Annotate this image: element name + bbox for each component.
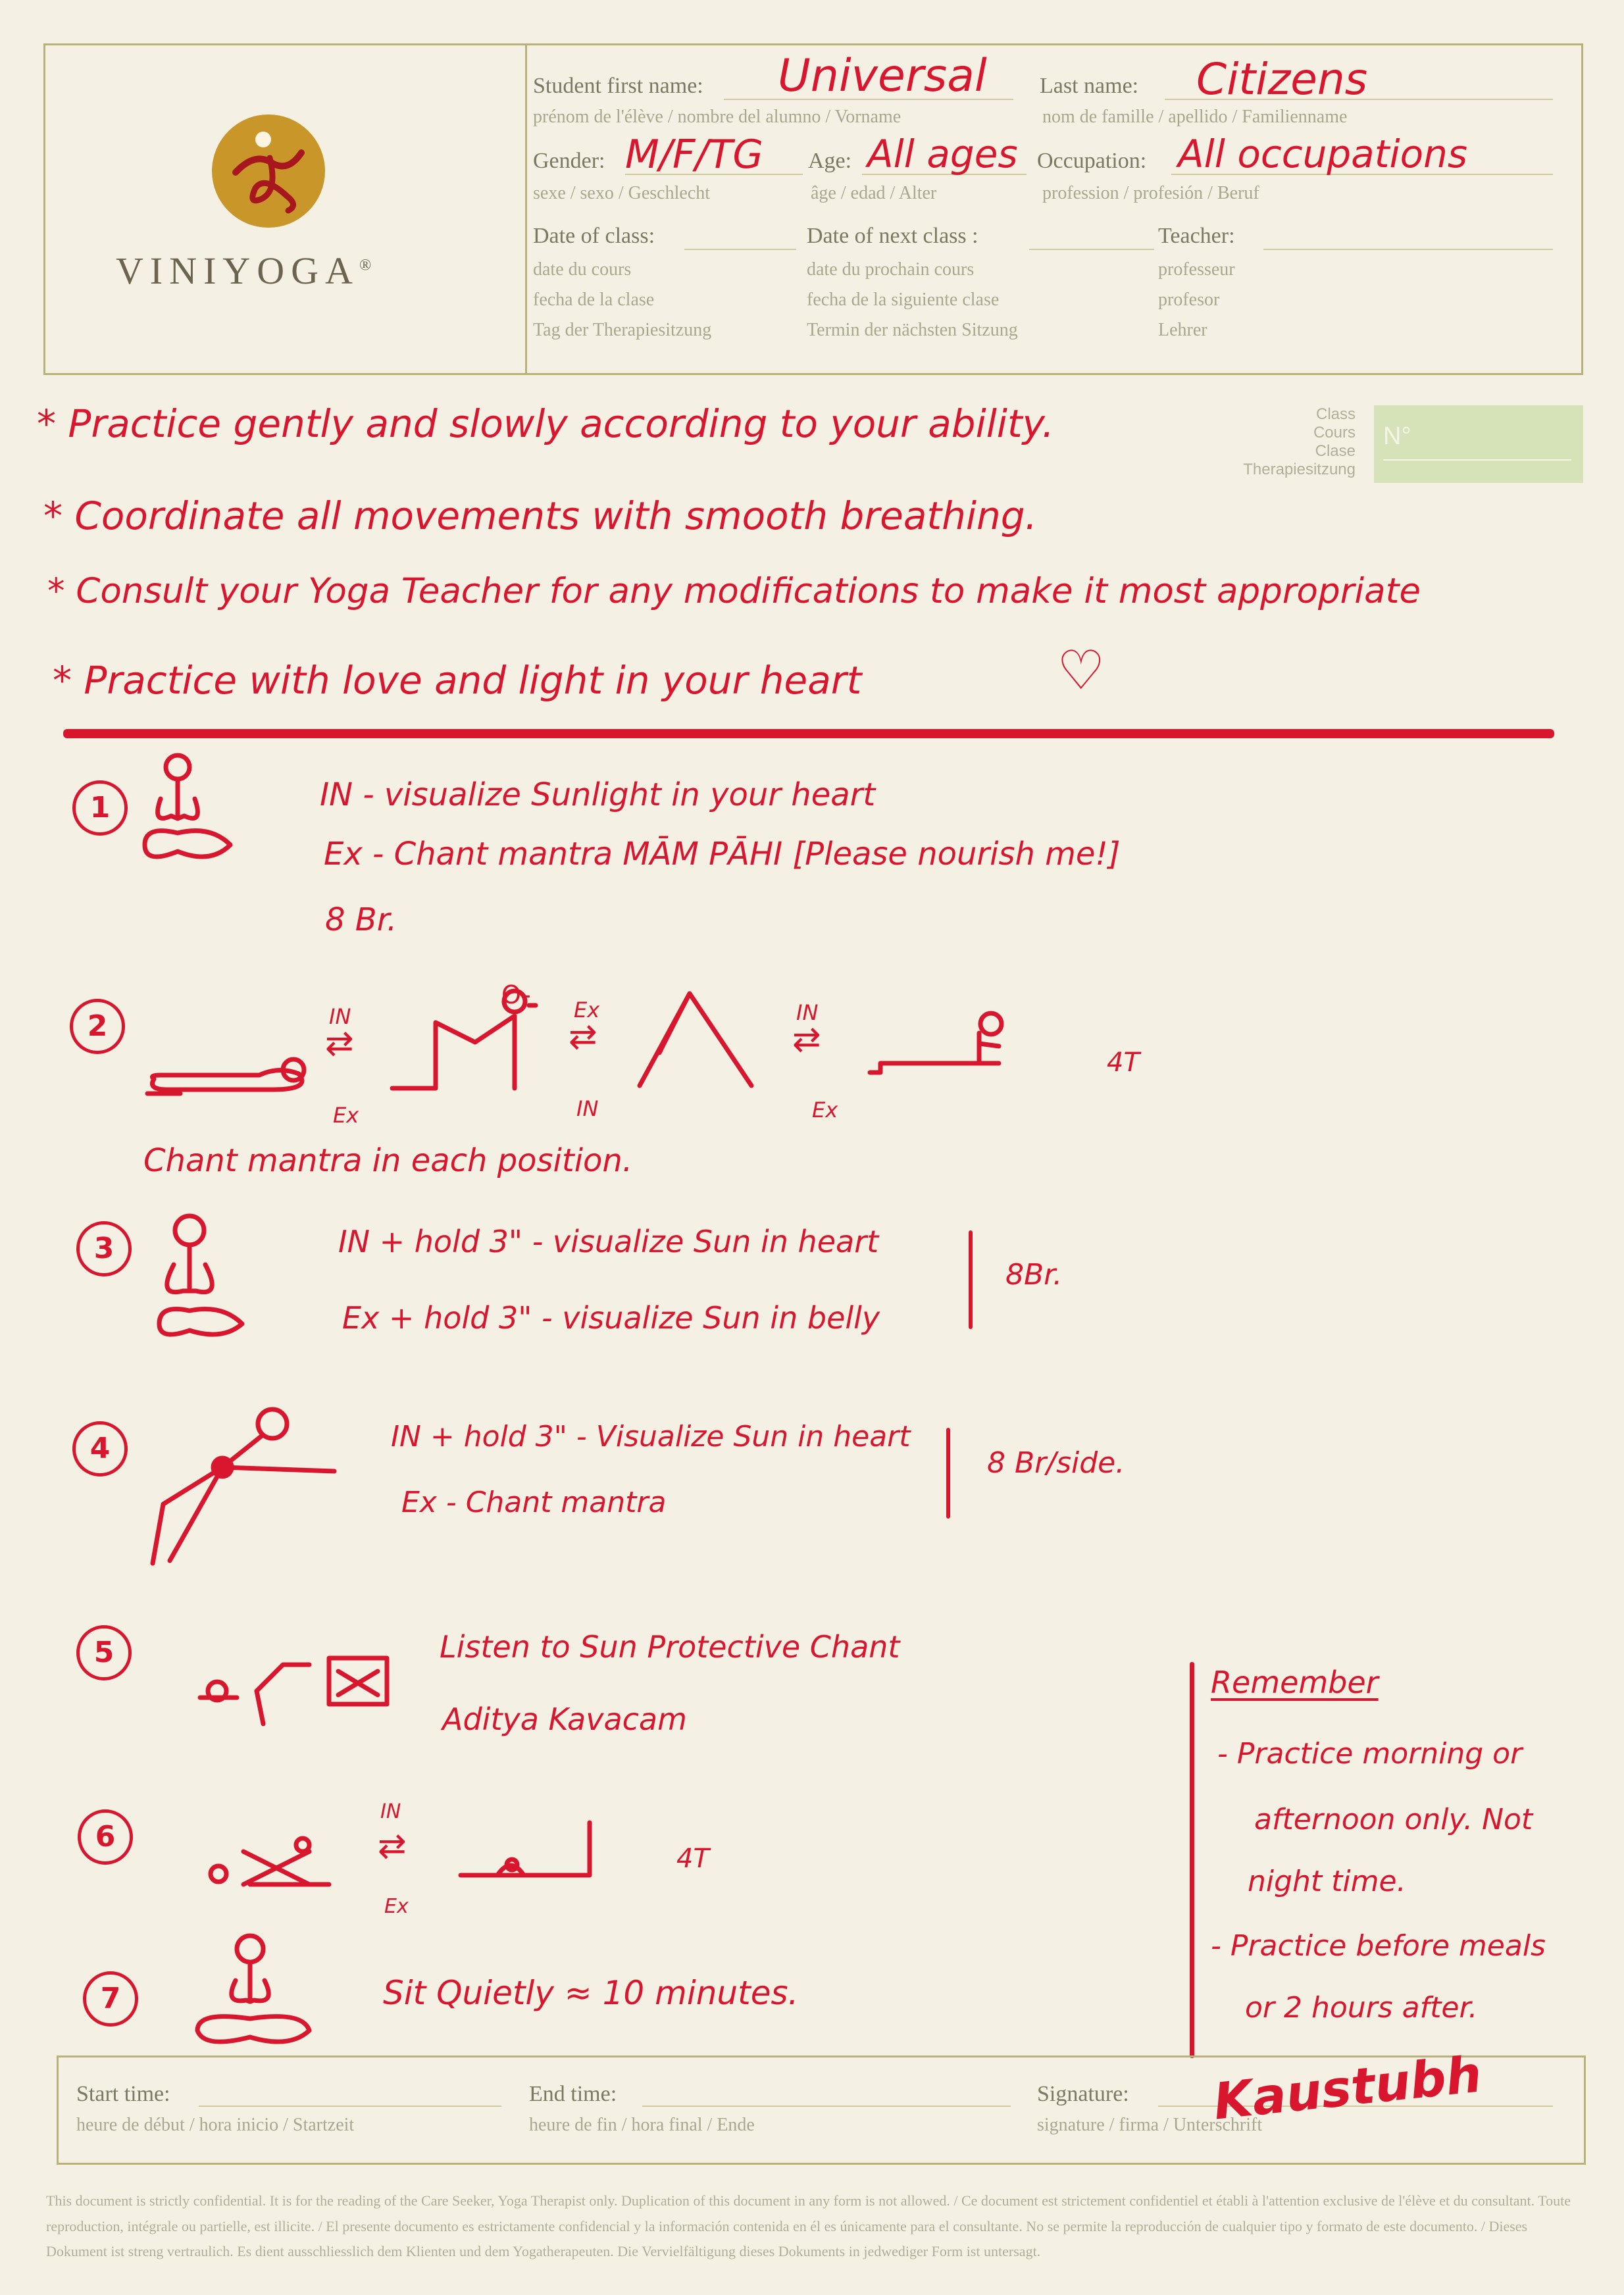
note-1: * Practice gently and slowly according to your ability.: [37, 401, 1054, 446]
note-2: * Coordinate all movements with smooth breathing.: [43, 493, 1038, 538]
gender-label: Gender:: [533, 149, 605, 173]
seated-meditation-figure-icon: [132, 753, 250, 871]
last-name-sublabel: nom de famille / apellido / Familienname: [1042, 107, 1348, 127]
remember-item-1b: afternoon only. Not: [1254, 1803, 1533, 1836]
step-5-line-1: Listen to Sun Protective Chant: [440, 1629, 900, 1665]
class-number-line: [1383, 459, 1571, 461]
remember-item-1c: night time.: [1248, 1865, 1406, 1898]
end-time-line[interactable]: [642, 2106, 1011, 2107]
occupation-label: Occupation:: [1037, 149, 1147, 173]
step-4-number: 4: [72, 1421, 128, 1476]
step-3-separator: [969, 1230, 973, 1329]
student-first-name-label: Student first name:: [533, 74, 703, 98]
class-label-en: Class: [1315, 405, 1356, 423]
reclining-listening-figure-icon: [197, 1645, 395, 1737]
prone-pose-figure-icon: [141, 1040, 318, 1112]
confidentiality-notice: This document is strictly confidential. It is for the reading of the Care Seeker, Yoga Therapist only. Duplication of this document in any form is not allowed. / Ce document est strictement confidentiel et établi à l'attention exclusive de l'élève et du consultant. Toute reproduction, intégrale ou partielle, est illicite. / El presente documento es estrictamente confidencial y la información contenida en él es únicamente para el consultante. No se permite la reproducción de cualquier tipo y formato de este documento. / Dieses Dokument ist streng vertraulich. Es dient ausschliesslich dem Klienten und dem Yogatherapeuten. Die Vervielfältigung dieses Dokuments in jedwediger Form ist untersagt.: [46, 2192, 1571, 2259]
kneeling-pose-figure-icon: [867, 1000, 1012, 1086]
step-3-line-1: IN + hold 3" - visualize Sun in heart: [338, 1224, 879, 1259]
step-6-number: 6: [78, 1809, 133, 1865]
teacher-sub1: professeur: [1158, 259, 1235, 280]
step-2-arrow-right-2-icon: ⇄: [569, 1017, 597, 1057]
remember-item-1a: - Practice morning or: [1217, 1737, 1523, 1771]
class-label-fr: Cours: [1313, 424, 1356, 441]
end-time-sublabel: heure de fin / hora final / Ende: [529, 2115, 755, 2135]
step-4-separator: [946, 1428, 950, 1519]
age-label: Age:: [808, 149, 852, 173]
date-next-class-sub3: Termin der nächsten Sitzung: [807, 320, 1018, 340]
student-first-name-field[interactable]: Universal: [778, 50, 987, 102]
date-of-class-sub1: date du cours: [533, 259, 632, 280]
signature-label: Signature:: [1037, 2082, 1129, 2106]
step-2-count: 4T: [1107, 1047, 1140, 1078]
step-2-in-label-1: IN: [329, 1004, 351, 1029]
date-next-class-sub2: fecha de la siguiente clase: [807, 290, 1000, 310]
date-next-class-line[interactable]: [1029, 249, 1154, 250]
teacher-sub2: profesor: [1158, 290, 1220, 310]
occupation-field[interactable]: All occupations: [1178, 132, 1468, 176]
header-divider: [525, 43, 527, 375]
start-time-label: Start time:: [76, 2082, 170, 2106]
date-of-class-sub3: Tag der Therapiesitzung: [533, 320, 712, 340]
age-sublabel: âge / edad / Alter: [811, 183, 937, 203]
logo-wordmark: VINIYOGA: [116, 249, 359, 292]
step-2-number: 2: [70, 999, 125, 1054]
note-4: * Practice with love and light in your heart: [53, 658, 862, 703]
step-6-ex-label: Ex: [384, 1895, 409, 1918]
logo-text: [116, 249, 371, 293]
side-stretch-figure-icon: [143, 1405, 341, 1570]
occupation-sublabel: profession / profesión / Beruf: [1042, 183, 1259, 203]
last-name-field[interactable]: Citizens: [1196, 54, 1368, 105]
step-3-number: 3: [76, 1221, 132, 1276]
student-first-name-sublabel: prénom de l'élève / nombre del alumno / Vorname: [533, 107, 901, 127]
teacher-label: Teacher:: [1158, 224, 1235, 248]
step-4-count: 8 Br/side.: [987, 1446, 1125, 1480]
date-next-class-label: Date of next class :: [807, 224, 978, 248]
step-6-arrow-icon: ⇄: [378, 1827, 407, 1866]
remember-item-2b: or 2 hours after.: [1245, 1991, 1478, 2025]
sitting-quietly-figure-icon: [191, 1932, 316, 2050]
heart-icon: ♡: [1057, 640, 1105, 702]
last-name-label: Last name:: [1040, 74, 1139, 98]
signature-sublabel: signature / firma / Unterschrift: [1037, 2115, 1263, 2135]
twist-pose-figure-icon: [204, 1825, 336, 1898]
step-1-line-2: Ex - Chant mantra MĀM PĀHI [Please nourish me!]: [324, 836, 1121, 872]
logo-emblem-icon: [209, 112, 328, 230]
step-2-ex-label-2: Ex: [574, 997, 600, 1022]
date-of-class-line[interactable]: [684, 249, 796, 250]
step-3-count: 8Br.: [1005, 1258, 1063, 1292]
lying-rest-figure-icon: [458, 1816, 596, 1882]
notes-divider: [63, 729, 1554, 738]
step-4-line-2: Ex - Chant mantra: [401, 1486, 667, 1519]
step-2-caption: Chant mantra in each position.: [143, 1142, 633, 1179]
end-time-label: End time:: [529, 2082, 617, 2106]
step-5-number: 5: [76, 1625, 132, 1680]
step-3-line-2: Ex + hold 3" - visualize Sun in belly: [342, 1300, 880, 1336]
step-7-line-1: Sit Quietly ≈ 10 minutes.: [383, 1974, 799, 2012]
remember-item-2a: - Practice before meals: [1211, 1929, 1546, 1963]
downward-dog-figure-icon: [633, 987, 758, 1092]
gender-sublabel: sexe / sexo / Geschlecht: [533, 183, 711, 203]
step-2-arrow-right-1-icon: ⇄: [325, 1024, 354, 1063]
remember-title: Remember: [1211, 1665, 1379, 1700]
step-2-ex-label-1: Ex: [333, 1103, 359, 1128]
step-6-count: 4T: [676, 1844, 709, 1874]
step-4-line-1: IN + hold 3" - Visualize Sun in heart: [391, 1420, 911, 1453]
start-time-line[interactable]: [199, 2106, 501, 2107]
age-field[interactable]: All ages: [867, 132, 1018, 176]
date-of-class-sub2: fecha de la clase: [533, 290, 655, 310]
note-3: * Consult your Yoga Teacher for any modifications to make it most appropriate: [47, 571, 1421, 611]
viniyoga-logo: [209, 112, 328, 230]
date-next-class-sub1: date du prochain cours: [807, 259, 975, 280]
start-time-sublabel: heure de début / hora inicio / Startzeit: [76, 2115, 355, 2135]
signature-field[interactable]: Kaustubh: [1211, 2044, 1484, 2131]
step-2-head-mark: O-: [501, 980, 531, 1009]
step-5-line-2: Aditya Kavacam: [442, 1702, 687, 1737]
registered-mark: ®: [359, 257, 372, 274]
step-1-line-3: 8 Br.: [325, 901, 397, 938]
teacher-line[interactable]: [1263, 249, 1553, 250]
step-1-line-1: IN - visualize Sunlight in your heart: [320, 776, 876, 813]
step-6-in-label: IN: [380, 1800, 401, 1823]
step-7-number: 7: [83, 1971, 138, 2027]
class-label-de: Therapiesitzung: [1243, 461, 1356, 478]
step-2-in-label-3: IN: [796, 1000, 819, 1025]
teacher-sub3: Lehrer: [1158, 320, 1207, 340]
seated-breathing-figure-icon: [150, 1212, 262, 1344]
step-2-arrow-right-3-icon: ⇄: [792, 1020, 821, 1059]
class-number-label: N°: [1383, 422, 1411, 450]
gender-field[interactable]: M/F/TG: [625, 132, 763, 178]
date-of-class-label: Date of class:: [533, 224, 655, 248]
class-label-es: Clase: [1315, 442, 1356, 460]
step-1-number: 1: [72, 780, 128, 836]
class-number-box[interactable]: [1374, 405, 1583, 483]
remember-separator: [1190, 1662, 1194, 2058]
step-2-in-label-2: IN: [576, 1096, 599, 1121]
step-2-ex-label-3: Ex: [812, 1097, 838, 1122]
